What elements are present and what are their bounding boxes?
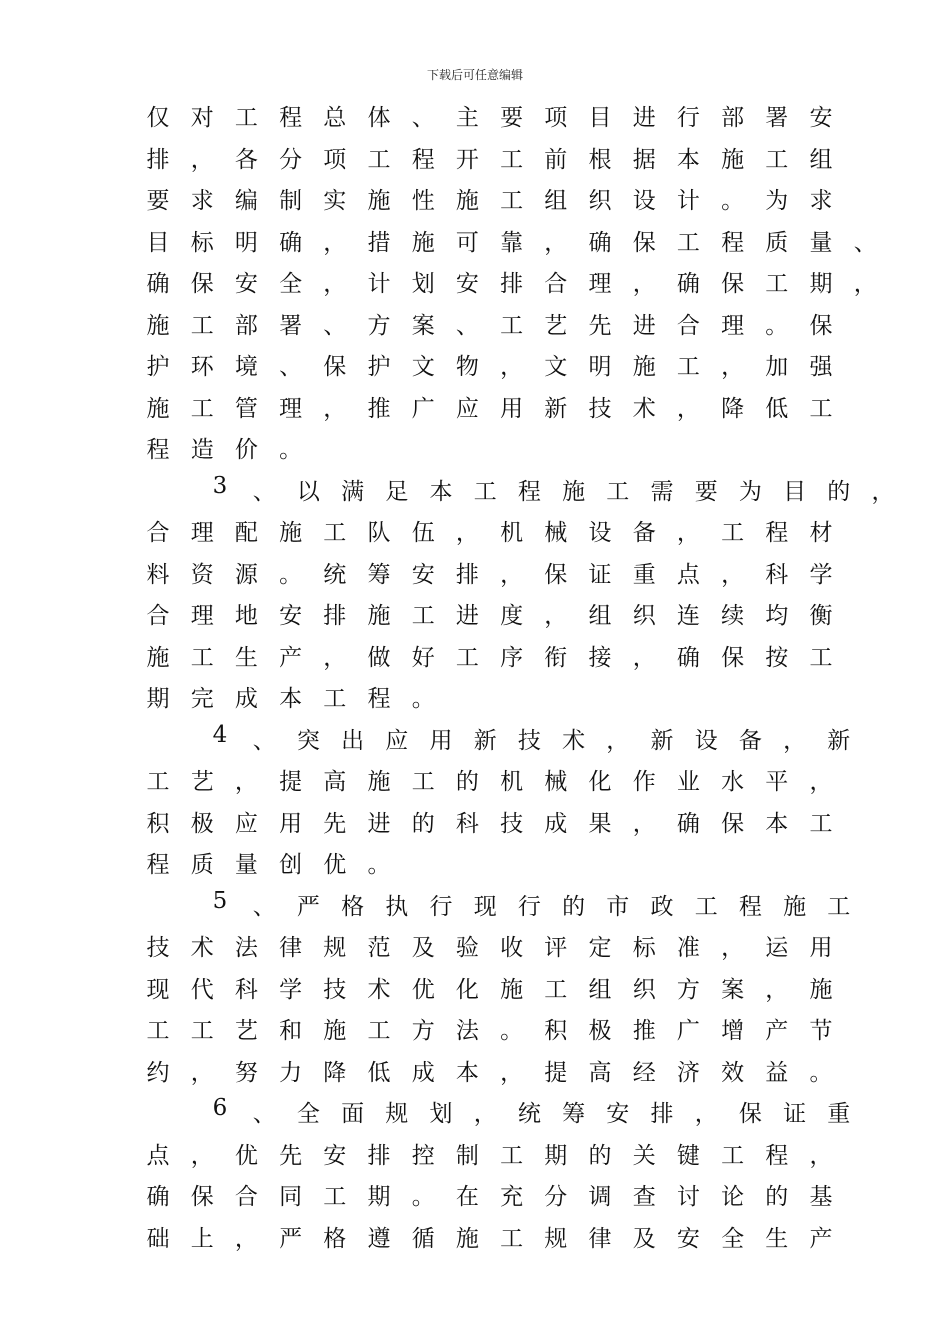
text-line: 工 艺 ， 提 高 施 工 的 机 械 化 作 业 水 平 ， (146, 769, 833, 795)
text-line: 现 代 科 学 技 术 优 化 施 工 组 织 方 案 ， 施 (146, 976, 833, 1003)
text-line: 点 ， 优 先 安 排 控 制 工 期 的 关 键 工 程 ， (146, 1142, 833, 1169)
text-line: 6 、 全 面 规 划 ， 统 筹 安 排 ， 保 证 重 (212, 1095, 851, 1127)
text-line: 目 标 明 确 ， 措 施 可 靠 ， 确 保 工 程 质 量 、 (146, 229, 877, 256)
text-line: 确 保 合 同 工 期 。 在 充 分 调 查 讨 论 的 基 (146, 1184, 833, 1210)
text-line: 合 理 配 施 工 队 伍 ， 机 械 设 备 ， 工 程 材 (146, 520, 833, 546)
text-line: 5 、 严 格 执 行 现 行 的 市 政 工 程 施 工 (212, 887, 851, 920)
text-line: 排 ， 各 分 项 工 程 开 工 前 根 据 本 施 工 组 (146, 146, 833, 173)
text-line: 施 工 生 产 ， 做 好 工 序 衔 接 ， 确 保 按 工 (146, 644, 833, 671)
text-line: 4 、 突 出 应 用 新 技 术 ， 新 设 备 ， 新 (212, 721, 851, 754)
text-line: 程 造 价 。 (146, 437, 303, 463)
text-line: 技 术 法 律 规 范 及 验 收 评 定 标 准 ， 运 用 (146, 935, 833, 961)
text-line: 料 资 源 。 统 筹 安 排 ， 保 证 重 点 ， 科 学 (146, 561, 833, 588)
text-line: 3 、 以 满 足 本 工 程 施 工 需 要 为 目 的 ， (212, 472, 895, 505)
text-line: 合 理 地 安 排 施 工 进 度 ， 组 织 连 续 均 衡 (146, 603, 833, 629)
text-line: 仅 对 工 程 总 体 、 主 要 项 目 进 行 部 署 安 (146, 105, 833, 131)
text-line: 确 保 安 全 ， 计 划 安 排 合 理 ， 确 保 工 期 ， (146, 271, 877, 297)
text-line: 工 工 艺 和 施 工 方 法 。 积 极 推 广 增 产 节 (146, 1018, 833, 1044)
text-line: 础 上 ， 严 格 遵 循 施 工 规 律 及 安 全 生 产 (146, 1225, 833, 1252)
text-line: 积 极 应 用 先 进 的 科 技 成 果 ， 确 保 本 工 (146, 810, 833, 837)
text-line: 施 工 部 署 、 方 案 、 工 艺 先 进 合 理 。 保 (146, 312, 833, 339)
page-header: 下载后可任意编辑 (426, 68, 523, 82)
text-line: 程 质 量 创 优 。 (146, 852, 391, 878)
text-line: 施 工 管 理 ， 推 广 应 用 新 技 术 ， 降 低 工 (146, 395, 833, 422)
text-line: 护 环 境 、 保 护 文 物 ， 文 明 施 工 ， 加 强 (146, 354, 833, 380)
text-line: 约 ， 努 力 降 低 成 本 ， 提 高 经 济 效 益 。 (146, 1059, 833, 1086)
text-line: 要 求 编 制 实 施 性 施 工 组 织 设 计 。 为 求 (146, 188, 833, 214)
text-line: 期 完 成 本 工 程 。 (146, 686, 435, 712)
